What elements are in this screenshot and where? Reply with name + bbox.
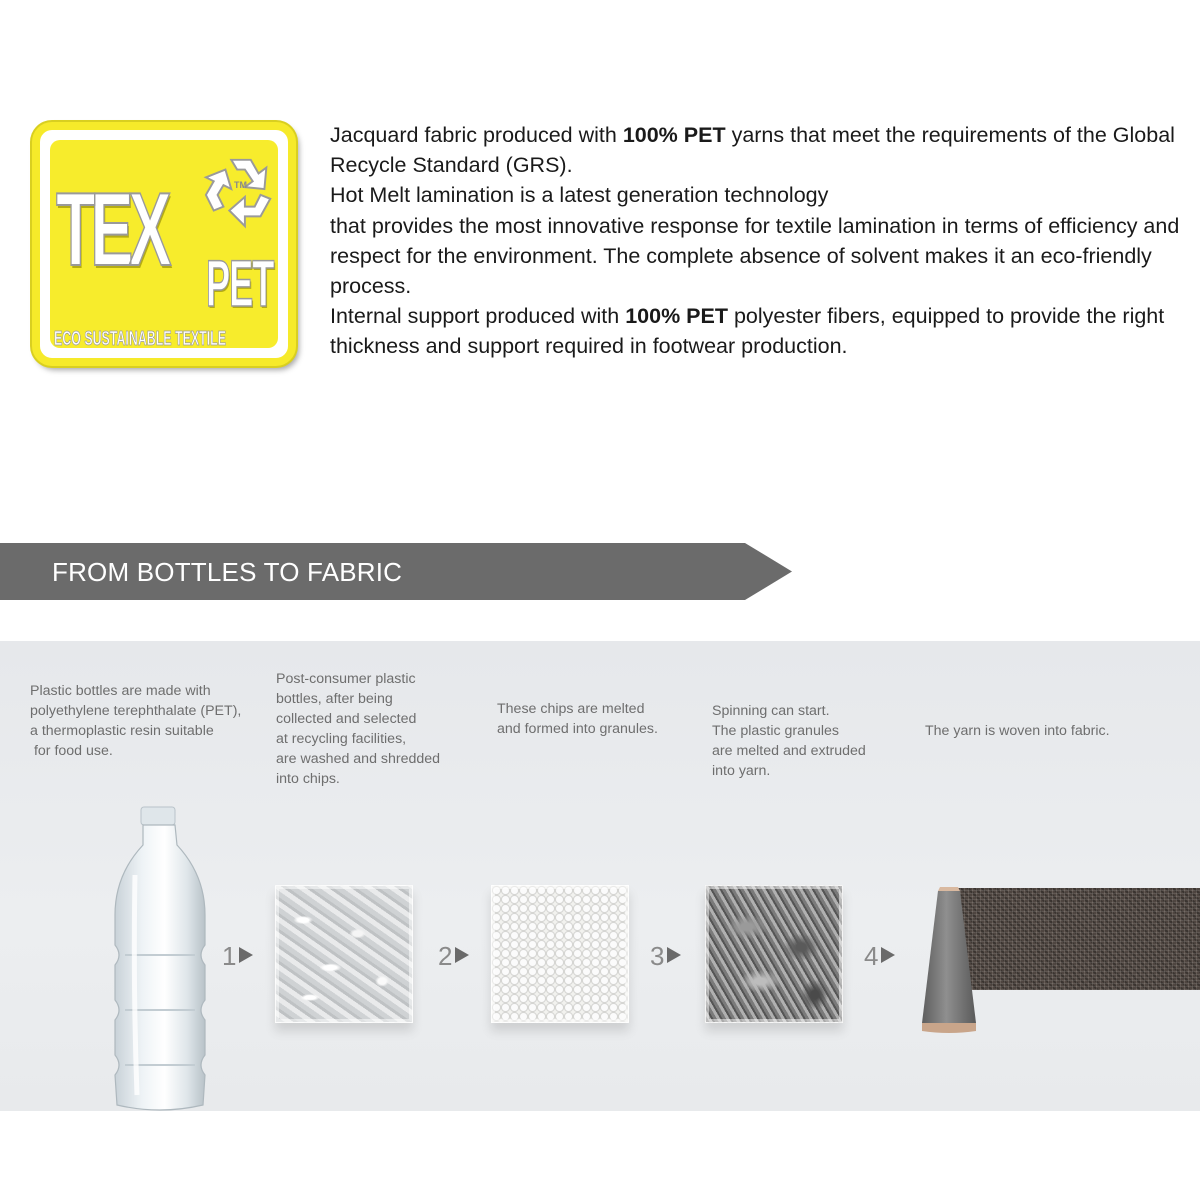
arrow-right-icon	[455, 947, 469, 963]
yarn-cone-image	[920, 885, 978, 1035]
texpet-logo	[32, 122, 296, 366]
caption-bottles: Plastic bottles are made with polyethylene terephthalate (PET), a thermoplastic resin suitable for food use.	[30, 683, 242, 759]
description-paragraph-2a: Hot Melt lamination is a latest generation technology	[330, 183, 829, 208]
recycle-icon	[202, 152, 280, 230]
description-paragraph-1: Jacquard fabric produced with 100% PET yarns that meet the requirements of the Global Recycle Standard (GRS).	[330, 123, 1175, 178]
logo-tex-text: TEX	[56, 172, 167, 288]
logo-background	[50, 140, 278, 348]
polyester-fiber-image	[705, 885, 843, 1023]
step-3-arrow: 3	[650, 941, 681, 972]
step-2-arrow: 2	[438, 941, 469, 972]
banner-title: FROM BOTTLES TO FABRIC	[52, 557, 403, 587]
description-paragraph-2b: that provides the most innovative response for textile lamination in terms of efficiency and respect for the environment. The complete absence of solvent makes it an eco-friendly process.	[330, 213, 1180, 299]
logo-subtitle: ECO SUSTAINABLE TEXTILE	[54, 328, 227, 350]
trademark-label: TM	[234, 180, 247, 190]
process-panel	[0, 641, 1200, 1111]
caption-granules: These chips are melted and formed into granules.	[497, 701, 658, 737]
product-description	[330, 120, 1180, 362]
bold-highlight: 100% PET	[622, 123, 726, 147]
bold-highlight: 100% PET	[625, 304, 728, 329]
description-paragraph-3: Internal support produced with 100% PET polyester fibers, equipped to provide the right thickness and support required in footwear production.	[330, 304, 1165, 359]
logo-pet-text: PET	[206, 246, 274, 320]
caption-spinning: Spinning can start. The plastic granules are melted and extruded into yarn.	[712, 703, 866, 779]
section-banner	[0, 543, 795, 600]
plastic-flakes-image	[275, 885, 413, 1023]
step-1-arrow: 1	[222, 941, 253, 972]
step-4-arrow: 4	[864, 941, 895, 972]
arrow-right-icon	[239, 947, 253, 963]
pet-granules-image	[491, 885, 629, 1023]
woven-fabric-image	[948, 888, 1200, 990]
arrow-right-icon	[667, 947, 681, 963]
caption-weaving: The yarn is woven into fabric.	[925, 723, 1110, 739]
arrow-right-icon	[881, 947, 895, 963]
plastic-bottle-image	[105, 805, 215, 1115]
caption-chips: Post-consumer plastic bottles, after being collected and selected at recycling facilities, are washed and shredded into chips.	[276, 671, 441, 787]
